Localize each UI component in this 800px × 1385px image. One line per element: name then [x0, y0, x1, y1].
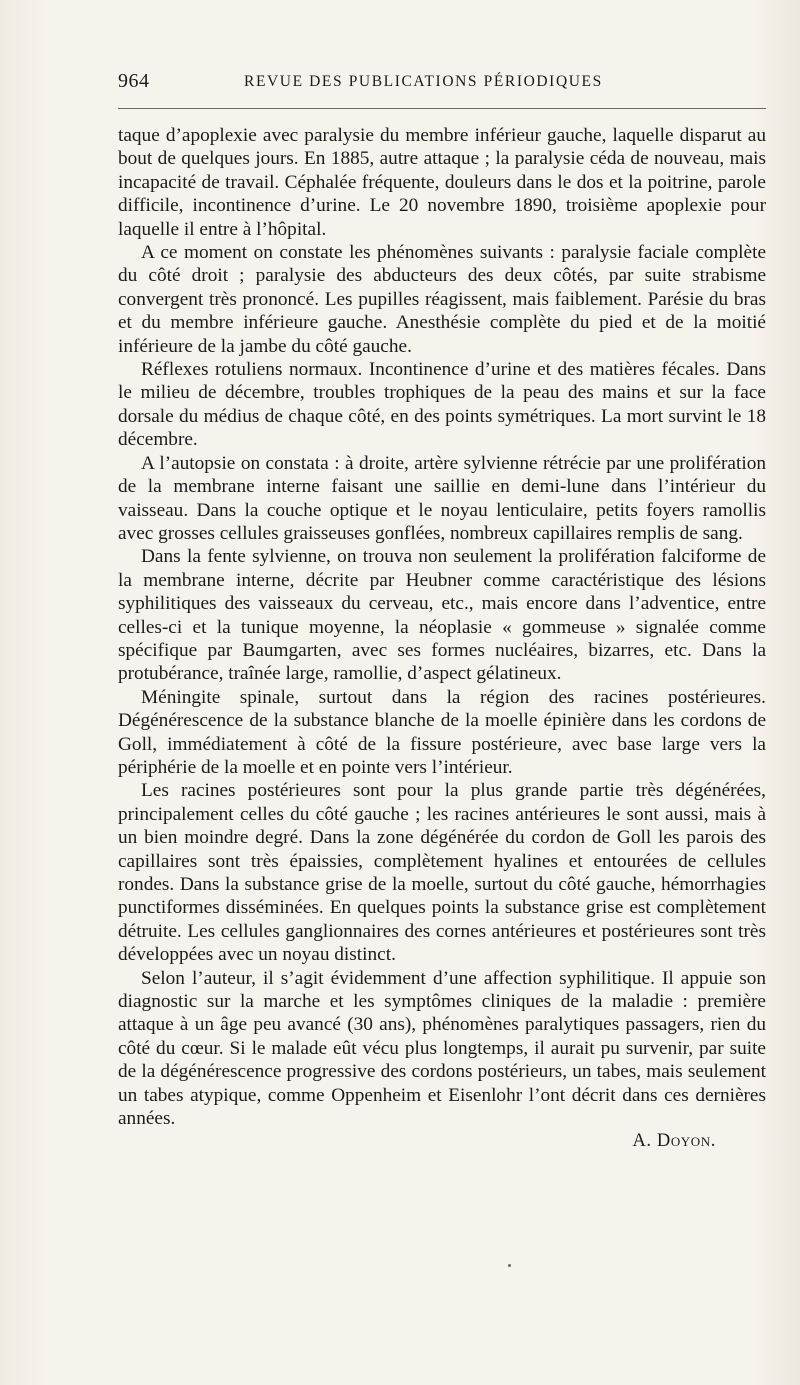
paper-speck: [508, 1264, 511, 1267]
paragraph-2: A ce moment on constate les phénomènes suivants : paralysie faciale complète du côté droit ; paralysie des abducteurs des deux côtés, par suite strabisme convergent très prononcé. Les pupilles réagissent, mais faiblement. Parésie du bras et du membre inférieure gauche. Anesthésie complète du pied et de la moitié inférieure de la jambe du côté gauche.: [118, 242, 766, 357]
author-signature: [118, 1130, 766, 1153]
article-body: [118, 124, 766, 1154]
paragraph-4: A l’autopsie on constata : à droite, artère sylvienne rétrécie par une prolifération de la membrane interne faisant une saillie en demi-lune dans l’intérieur du vaisseau. Dans la couche optique et le noyau lenticulaire, petits foyers ramollis avec grosses cellules graisseuses gonflées, nombreux capillaires remplis de sang.: [118, 452, 766, 544]
paragraph-1: taque d’apoplexie avec paralysie du membre inférieur gauche, laquelle disparut au bout de quelques jours. En 1885, autre attaque ; la paralysie céda de nouveau, mais incapacité de travail. Céphalée fréquente, douleurs dans le dos et la poitrine, parole difficile, incontinence d’urine. Le 20 novembre 1890, troisième apoplexie pour laquelle il entre à l’hôpital.: [118, 125, 766, 240]
running-head: REVUE DES PUBLICATIONS PÉRIODIQUES: [244, 73, 603, 90]
paragraph-8: Selon l’auteur, il s’agit évidemment d’une affection syphilitique. Il appuie son diagnostic sur la marche et les symptômes cliniques de la maladie : première attaque à un âge peu avancé (30 ans), phénomènes paralytiques passagers, rien du côté du cœur. Si le malade eût vécu plus longtemps, il aurait pu survenir, par suite de la dégénérescence progressive des cordons postérieurs, un tabes, mais seulement un tabes atypique, comme Oppenheim et Eisenlohr l’ont décrit dans ces dernières années.: [118, 967, 766, 1130]
header-rule: [118, 108, 766, 109]
page-number: 964: [118, 70, 150, 92]
paragraph-5: Dans la fente sylvienne, on trouva non seulement la prolifération falciforme de la membrane interne, décrite par Heubner comme caractéristique des lésions syphilitiques des vaisseaux du cerveau, etc., mais encore dans l’adventice, entre celles-ci et la tunique moyenne, la néoplasie « gommeuse » signalée comme spécifique par Baumgarten, avec ses formes nucléaires, bizarres, etc. Dans la protubérance, traînée large, ramollie, d’aspect gélatineux.: [118, 546, 766, 685]
paragraph-3: Réflexes rotuliens normaux. Incontinence d’urine et des matières fécales. Dans le milieu de décembre, troubles trophiques de la peau des mains et sur la face dorsale du médius de chaque côté, en des points symétriques. La mort survint le 18 décembre.: [118, 359, 766, 451]
page-header: [118, 70, 766, 100]
signature-name: Doyon.: [656, 1131, 716, 1152]
paragraph-7: Les racines postérieures sont pour la plus grande partie très dégénérées, principalement celles du côté gauche ; les racines antérieures le sont aussi, mais à un bien moindre degré. Dans la zone dégénérée du cordon de Goll les parois des capillaires sont très épaissies, complètement hyalines et entourées de cellules rondes. Dans la substance grise de la moelle, surtout du côté gauche, hémorrhagies punctiformes disséminées. En quelques points la substance grise est complètement détruite. Les cellules ganglionnaires des cornes antérieures et postérieures sont très développées avec un noyau distinct.: [118, 780, 766, 966]
paragraph-6: Méningite spinale, surtout dans la région des racines postérieures. Dégénérescence de la substance blanche de la moelle épinière dans les cordons de Goll, immédiatement à côté de la fissure postérieure, avec base large vers la périphérie de la moelle et en pointe vers l’intérieur.: [118, 686, 766, 778]
signature-initial: A.: [632, 1131, 657, 1152]
